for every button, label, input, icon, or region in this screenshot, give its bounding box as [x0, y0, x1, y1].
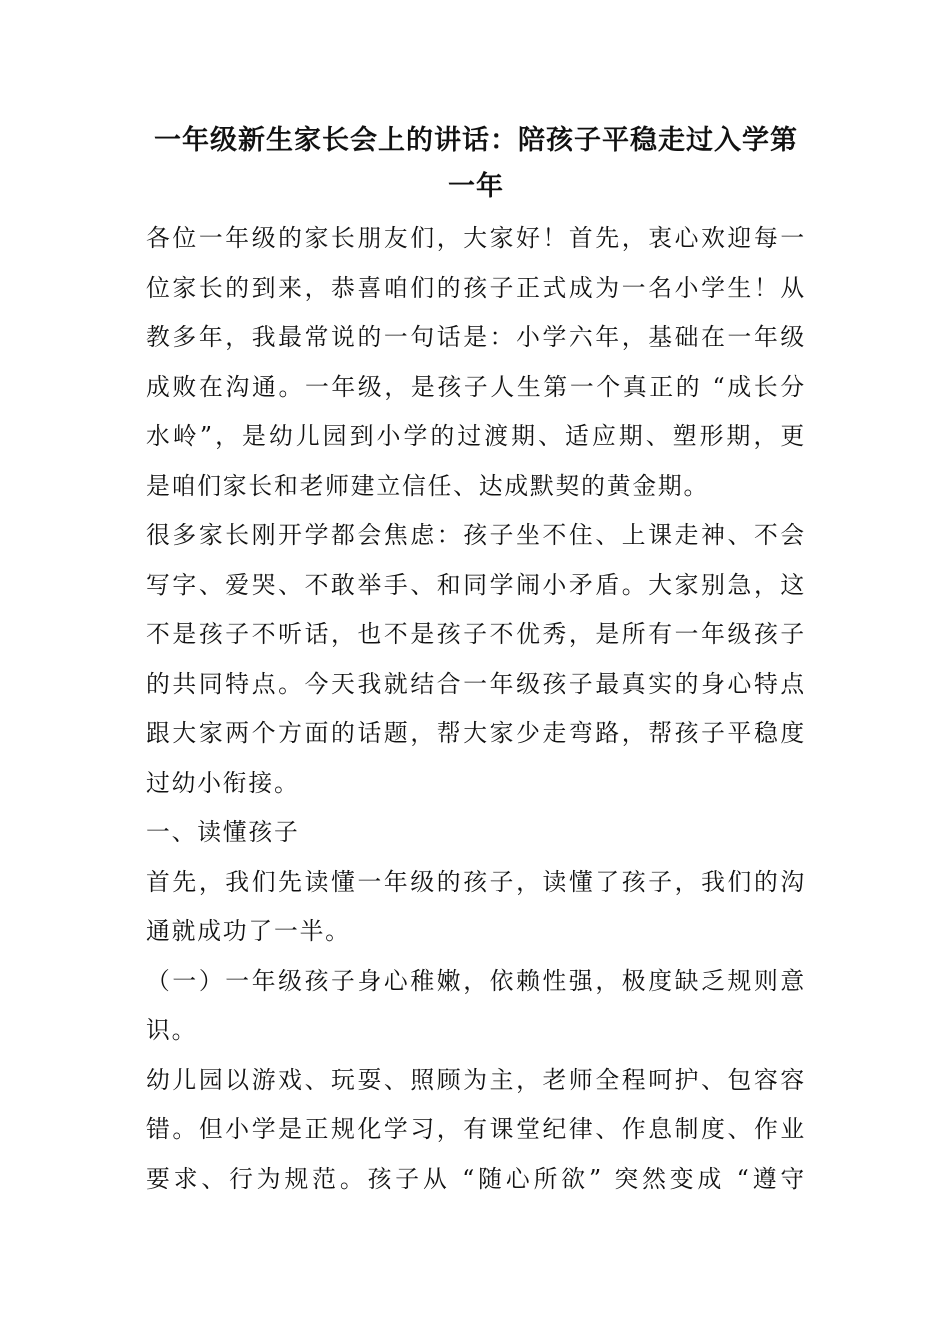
paragraph-line: 水岭”，是幼儿园到小学的过渡期、适应期、塑形期，更 — [146, 422, 806, 450]
paragraph-line: 各位一年级的家长朋友们，大家好！首先，衷心欢迎每一 — [146, 224, 806, 252]
paragraph-line: 位家长的到来，恭喜咱们的孩子正式成为一名小学生！从 — [146, 273, 806, 302]
document-title — [136, 118, 816, 210]
paragraph-line: 幼儿园以游戏、玩耍、照顾为主，老师全程呵护、包容容 — [146, 1065, 806, 1094]
paragraph-line: 写字、爱哭、不敢举手、和同学闹小矛盾。大家别急，这 — [146, 570, 806, 599]
paragraph-line: 是咱们家长和老师建立信任、达成默契的黄金期。 — [146, 471, 710, 500]
paragraph-line: 教多年，我最常说的一句话是：小学六年，基础在一年级 — [146, 323, 806, 351]
paragraph-anxiety — [146, 511, 806, 808]
paragraph-line: 很多家长刚开学都会焦虑：孩子坐不住、上课走神、不会 — [146, 521, 806, 549]
paragraph-line: 跟大家两个方面的话题，帮大家少走弯路，帮孩子平稳度 — [146, 719, 806, 747]
title-line-1: 一年级新生家长会上的讲话：陪孩子平稳走过入学第 — [154, 125, 798, 156]
paragraph-greeting — [146, 214, 806, 511]
document-body — [146, 214, 806, 1204]
title-line-2: 一年 — [448, 171, 504, 202]
paragraph-line: 首先，我们先读懂一年级的孩子，读懂了孩子，我们的沟 — [146, 867, 806, 896]
paragraph-line: 要求、行为规范。孩子从 “随心所欲” 突然变成 “遵守 — [146, 1164, 806, 1193]
paragraph-line: 不是孩子不听话，也不是孩子不优秀，是所有一年级孩子 — [146, 620, 806, 648]
document-page — [146, 118, 806, 1204]
paragraph-line: 的共同特点。今天我就结合一年级孩子最真实的身心特点 — [146, 669, 806, 698]
paragraph-kindergarten — [146, 1056, 806, 1205]
paragraph-line: 过幼小衔接。 — [146, 768, 300, 797]
paragraph-line: 成败在沟通。一年级，是孩子人生第一个真正的 “成长分 — [146, 372, 806, 401]
paragraph-line: 错。但小学是正规化学习，有课堂纪律、作息制度、作业 — [146, 1115, 806, 1143]
section-heading-1 — [146, 808, 806, 858]
heading-line: （一）一年级孩子身心稚嫩，依赖性强，极度缺乏规则意 — [146, 966, 806, 995]
heading-line: 识。 — [146, 1016, 198, 1044]
subsection-heading-1 — [146, 957, 806, 1056]
paragraph-line: 通就成功了一半。 — [146, 917, 351, 945]
heading-line: 一、读懂孩子 — [146, 818, 300, 846]
paragraph-understand — [146, 858, 806, 957]
